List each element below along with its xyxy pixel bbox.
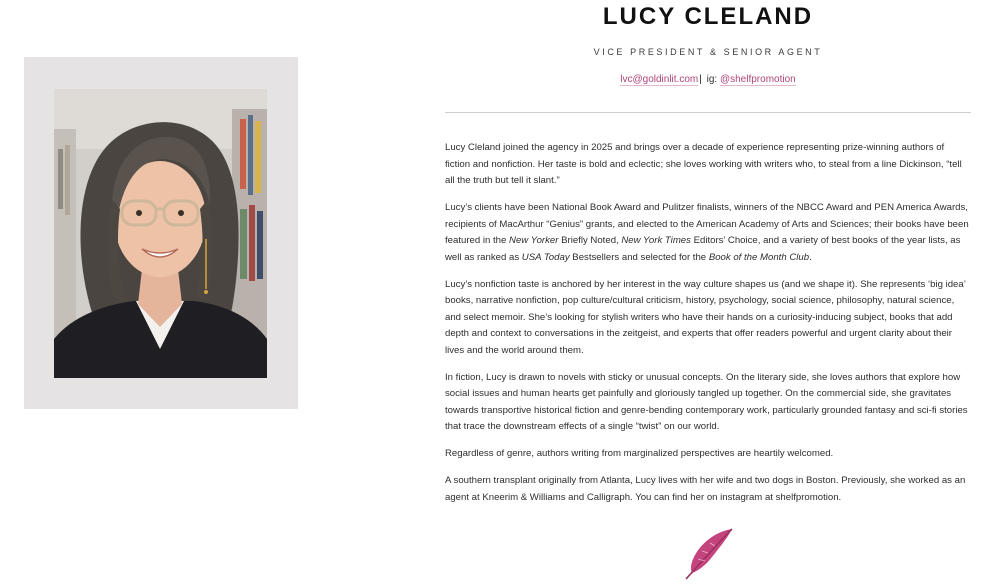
email-link[interactable]: lvc@goldinlit.com: [620, 74, 699, 85]
instagram-link[interactable]: @shelfpromotion: [719, 74, 796, 85]
bio-paragraph-intro: Lucy Cleland joined the agency in 2025 and brings over a decade of experience representing prize-winning authors of fiction and nonfiction. Her taste is bold and eclectic; she loves working with writers who, to steal from a line Dickinson, “tell all the truth but tell it slant.”: [445, 142, 962, 187]
headshot-illustration: [54, 89, 267, 378]
quill-feather-icon: [680, 527, 736, 581]
contact-separator: |: [699, 74, 702, 85]
contact-line: [445, 73, 971, 87]
bio-paragraph-nonfiction: Lucy’s nonfiction taste is anchored by her interest in the way culture shapes us (and we shape it). She represents ‘big idea’ books, narrative nonfiction, pop culture/cultural criticism, history, psychology, social science, philosophy, natural science, and select memoir. She’s looking for stylish writers who have their hands on a curiosity-inducing subject, books that add depth and context to conversations in the zeitgeist, and experts that offer readers powerful and urgent clarity about their lives and the world around them.: [445, 278, 966, 356]
bio-text: .: [809, 251, 812, 263]
instagram-label: ig:: [706, 74, 718, 85]
bio-paragraph-fiction: In fiction, Lucy is drawn to novels with sticky or unusual concepts. On the literary side, she loves authors that explore how social issues and human hearts get painfully and gloriously tangled up together. On the commercial side, she gravitates towards transportive historical fiction and genre-bending contemporary work, particularly grounded fantasy and sci-fi stories that trace the downstream effects of a single “twist” on our world.: [445, 371, 968, 433]
bio-paragraph-genre: Regardless of genre, authors writing from marginalized perspectives are heartily welcomed.: [445, 448, 834, 460]
bio-paragraph-personal: A southern transplant originally from Atlanta, Lucy lives with her wife and two dogs in Boston. Previously, she worked as an agent at Kneerim & Williams and Calligraph. You can find her on instagram at shelfpromotion.: [445, 475, 966, 503]
publication-botm: Book of the Month Club: [708, 251, 810, 263]
agent-name: LUCY CLELAND: [602, 3, 814, 30]
agent-headshot-photo: [54, 89, 267, 378]
bio-text: Editors’ Choice, and a variety of best books of the year lists, as well as ranked as: [445, 235, 961, 263]
agent-title: VICE PRESIDENT & SENIOR AGENT: [593, 47, 823, 57]
publication-new-yorker: New Yorker: [509, 235, 559, 247]
publication-nyt: New York Times: [621, 235, 691, 247]
header-divider: [445, 112, 971, 113]
bio-text: Bestsellers and selected for the: [569, 251, 709, 263]
headshot-frame: [24, 57, 298, 409]
agent-header: [445, 0, 971, 87]
bio-text: Lucy’s clients have been National Book Award and Pulitzer finalists, winners of the NBCC Award and PEN America Awards, recipients of MacArthur “Genius” grants, and elected to the American Academy of Arts and Sciences; their books have been featured in the: [445, 201, 969, 247]
bio-text: Briefly Noted,: [558, 235, 622, 247]
agent-bio: [445, 140, 971, 516]
publication-usa-today: USA Today: [521, 251, 570, 263]
bio-paragraph-clients: [445, 200, 971, 266]
